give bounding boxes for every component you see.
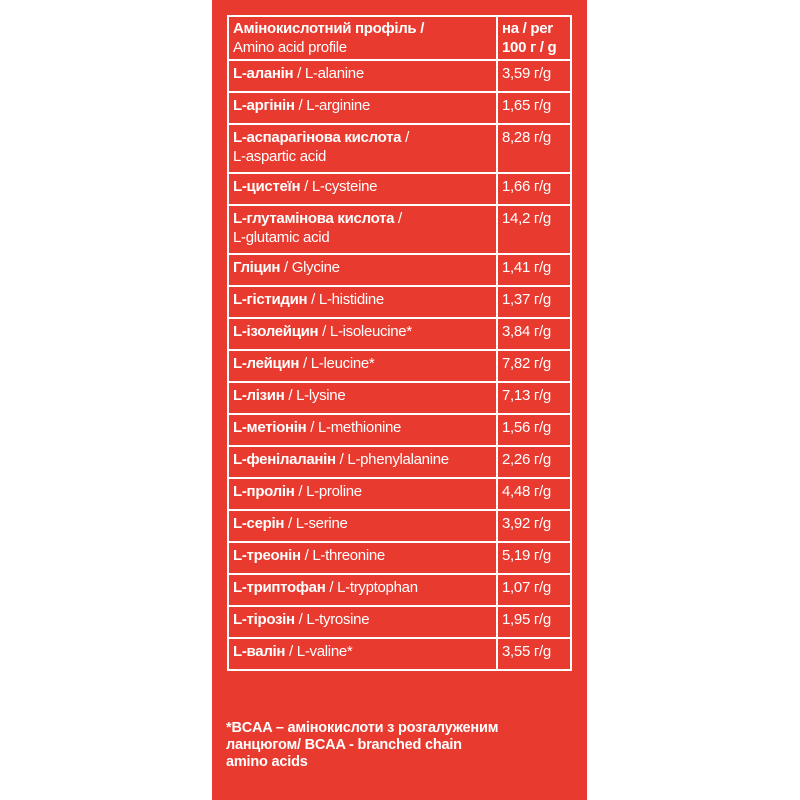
table-row	[228, 286, 571, 318]
amino-acid-name-cell	[228, 606, 497, 638]
amino-acid-name-uk: L-ізолейцин	[233, 323, 319, 340]
amino-acid-name-en: L-tyrosine	[306, 611, 370, 628]
amino-acid-name-uk: L-пролін	[233, 483, 295, 500]
name-separator: /	[394, 210, 402, 227]
amino-acid-name-cell	[228, 510, 497, 542]
name-separator: /	[284, 387, 297, 404]
amino-acid-name-en: L-proline	[306, 483, 362, 500]
amino-acid-name-uk: L-аргінін	[233, 97, 295, 114]
amino-acid-name-en: L-leucine*	[310, 355, 375, 372]
amino-acid-name-cell	[228, 92, 497, 124]
amino-acid-value: 3,59 г/g	[497, 60, 571, 92]
amino-acid-name-en: L-threonine	[312, 547, 385, 564]
table-row	[228, 382, 571, 414]
amino-acid-value: 3,84 г/g	[497, 318, 571, 350]
amino-acid-name-en: L-alanine	[304, 65, 364, 82]
amino-acid-name-en: L-aspartic acid	[233, 148, 327, 165]
amino-acid-value: 1,95 г/g	[497, 606, 571, 638]
amino-acid-value: 1,37 г/g	[497, 286, 571, 318]
amino-acid-name-cell	[228, 205, 497, 254]
amino-acid-value: 1,41 г/g	[497, 254, 571, 286]
name-separator: /	[294, 97, 307, 114]
amino-acid-name-uk: L-лізин	[233, 387, 285, 404]
header-value-line1: на / per	[502, 20, 553, 37]
amino-acid-name-en: L-glutamic acid	[233, 229, 330, 246]
amino-acid-name-en: L-histidine	[318, 291, 384, 308]
amino-acid-name-uk: L-аланін	[233, 65, 294, 82]
amino-acid-name-en: L-methionine	[317, 419, 402, 436]
amino-acid-name-uk: Гліцин	[233, 259, 281, 276]
amino-acid-value: 1,07 г/g	[497, 574, 571, 606]
amino-acid-name-uk: L-глутамінова кислота	[233, 210, 395, 227]
amino-acid-name-cell	[228, 382, 497, 414]
table-row	[228, 60, 571, 92]
amino-acid-name-cell	[228, 60, 497, 92]
amino-acid-value: 1,65 г/g	[497, 92, 571, 124]
amino-acid-name-uk: L-фенілаланін	[233, 451, 336, 468]
header-value-cell	[497, 16, 571, 60]
table-row	[228, 318, 571, 350]
amino-acid-name-en: Glycine	[291, 259, 340, 276]
table-row	[228, 542, 571, 574]
table-row	[228, 574, 571, 606]
amino-acid-name-cell	[228, 542, 497, 574]
table-row	[228, 254, 571, 286]
name-separator: /	[318, 323, 330, 340]
name-separator: /	[299, 355, 311, 372]
amino-acid-name-en: L-tryptophan	[337, 579, 418, 596]
amino-acid-value: 1,56 г/g	[497, 414, 571, 446]
table-row	[228, 414, 571, 446]
name-separator: /	[300, 178, 312, 195]
amino-acid-value: 7,82 г/g	[497, 350, 571, 382]
amino-acid-value: 1,66 г/g	[497, 173, 571, 205]
bcaa-footnote	[226, 720, 576, 771]
amino-acid-name-uk: L-лейцин	[233, 355, 300, 372]
amino-acid-name-cell	[228, 254, 497, 286]
footnote-line-1: *BCAA – амінокислоти з розгалуженим	[226, 720, 499, 736]
amino-acid-panel	[212, 0, 587, 800]
table-row	[228, 173, 571, 205]
name-separator: /	[293, 65, 305, 82]
table-row	[228, 92, 571, 124]
amino-acid-name-cell	[228, 638, 497, 670]
amino-acid-name-uk: L-триптофан	[233, 579, 326, 596]
amino-acid-name-cell	[228, 318, 497, 350]
name-separator: /	[294, 611, 307, 628]
header-value-line2: 100 г / g	[502, 39, 557, 56]
amino-acid-value: 3,55 г/g	[497, 638, 571, 670]
table-row	[228, 510, 571, 542]
name-separator: /	[284, 515, 296, 532]
amino-acid-value: 7,13 г/g	[497, 382, 571, 414]
amino-acid-name-uk: L-валін	[233, 643, 286, 660]
table-row	[228, 205, 571, 254]
amino-acid-value: 14,2 г/g	[497, 205, 571, 254]
amino-acid-name-uk: L-метіонін	[233, 419, 307, 436]
name-separator: /	[401, 129, 409, 146]
amino-acid-name-en: L-isoleucine*	[329, 323, 412, 340]
amino-acid-value: 8,28 г/g	[497, 124, 571, 173]
table-row	[228, 446, 571, 478]
table-row	[228, 124, 571, 173]
amino-acid-name-cell	[228, 446, 497, 478]
amino-acid-name-en: L-lysine	[296, 387, 346, 404]
name-separator: /	[325, 579, 338, 596]
table-row	[228, 638, 571, 670]
amino-acid-value: 3,92 г/g	[497, 510, 571, 542]
header-name-cell	[228, 16, 497, 60]
amino-acid-value: 4,48 г/g	[497, 478, 571, 510]
amino-acid-table	[227, 15, 572, 671]
amino-acid-name-en: L-cysteine	[311, 178, 378, 195]
amino-acid-name-cell	[228, 124, 497, 173]
amino-acid-name-cell	[228, 478, 497, 510]
amino-acid-name-cell	[228, 414, 497, 446]
amino-acid-name-cell	[228, 350, 497, 382]
name-separator: /	[335, 451, 348, 468]
table-row	[228, 350, 571, 382]
name-separator: /	[306, 419, 318, 436]
amino-acid-value: 5,19 г/g	[497, 542, 571, 574]
amino-acid-value: 2,26 г/g	[497, 446, 571, 478]
amino-acid-name-en: L-phenylalanine	[347, 451, 449, 468]
amino-acid-name-cell	[228, 574, 497, 606]
amino-acid-name-en: L-arginine	[306, 97, 370, 114]
amino-acid-name-uk: L-треонін	[233, 547, 301, 564]
footnote-line-2: ланцюгом/ BCAA - branched chain	[226, 737, 462, 753]
amino-acid-name-uk: L-аспарагінова кислота	[233, 129, 402, 146]
header-name-uk: Амінокислотний профіль /	[233, 20, 425, 37]
amino-acid-name-uk: L-серін	[233, 515, 285, 532]
amino-acid-name-uk: L-тірозін	[233, 611, 295, 628]
amino-acid-name-uk: L-гістидин	[233, 291, 308, 308]
amino-acid-name-en: L-serine	[295, 515, 348, 532]
amino-acid-name-cell	[228, 173, 497, 205]
name-separator: /	[300, 547, 313, 564]
name-separator: /	[285, 643, 297, 660]
table-row	[228, 606, 571, 638]
name-separator: /	[307, 291, 319, 308]
table-row	[228, 478, 571, 510]
name-separator: /	[294, 483, 307, 500]
amino-acid-name-uk: L-цистеїн	[233, 178, 301, 195]
footnote-line-3: amino acids	[226, 754, 308, 770]
table-header-row	[228, 16, 571, 60]
amino-acid-name-cell	[228, 286, 497, 318]
amino-acid-name-en: L-valine*	[296, 643, 353, 660]
header-name-en: Amino acid profile	[233, 39, 347, 56]
name-separator: /	[280, 259, 292, 276]
